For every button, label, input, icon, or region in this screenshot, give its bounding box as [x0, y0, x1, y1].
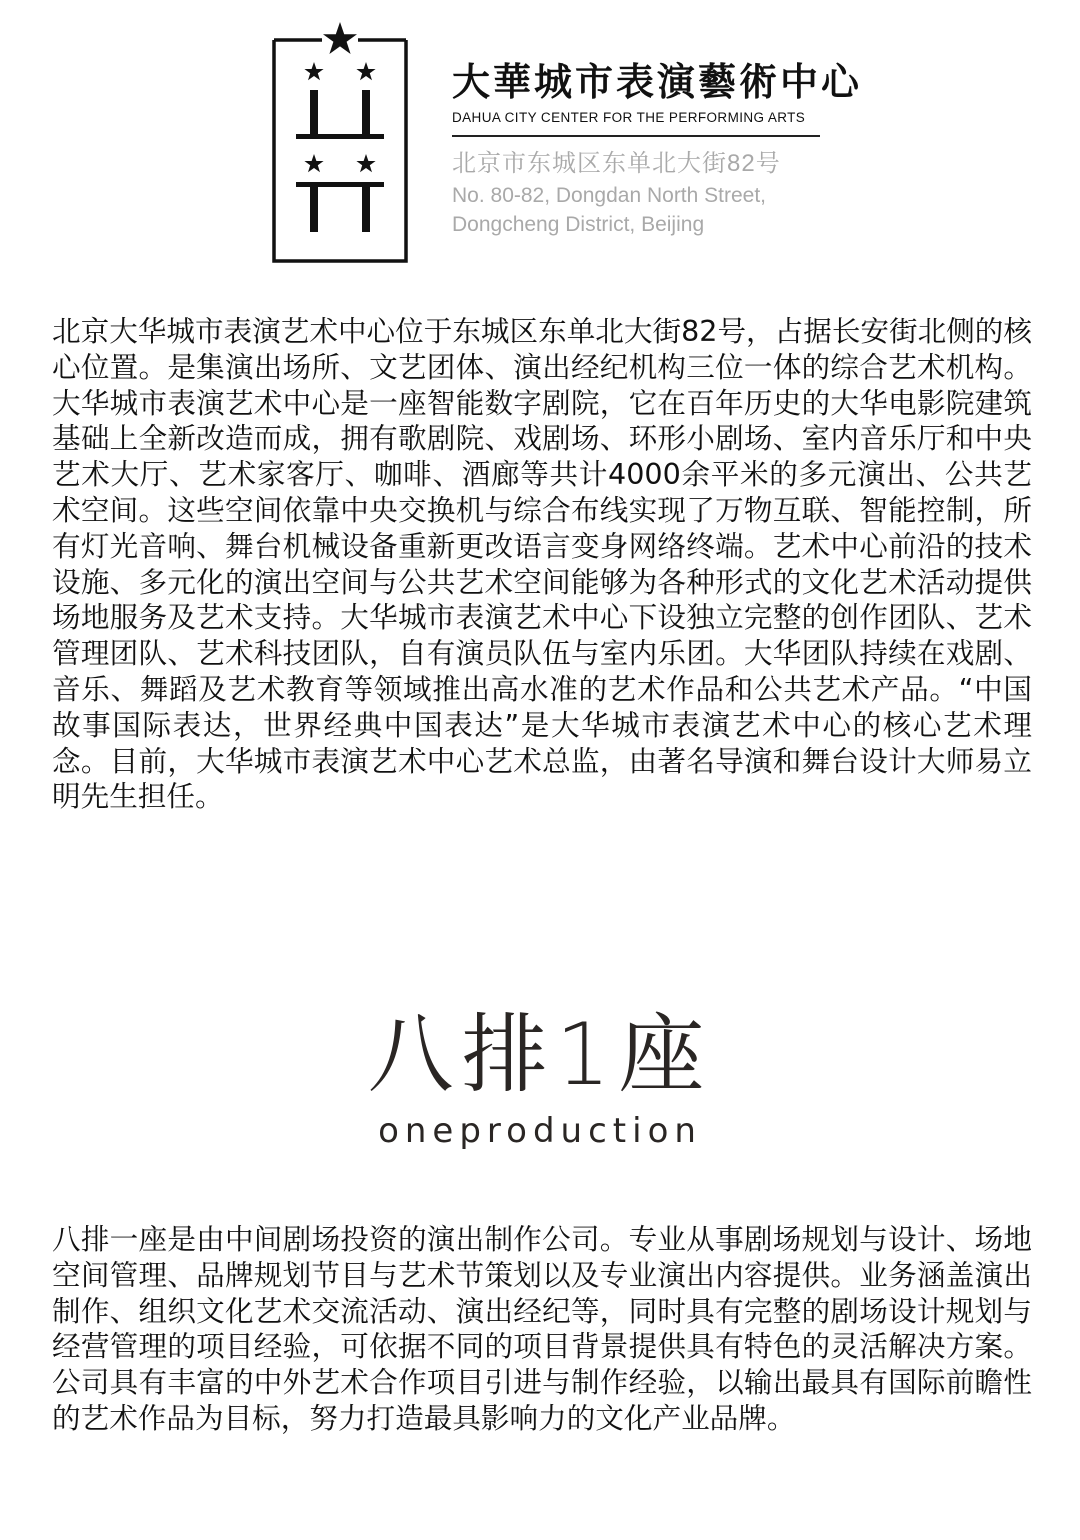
star-icon: [323, 22, 357, 54]
star-icon: [356, 154, 375, 172]
oneproduction-logo-cn: 八排1座: [367, 1005, 713, 1105]
oneproduction-logo-en: oneproduction: [378, 1111, 702, 1151]
dahua-name-en: DAHUA CITY CENTER FOR THE PERFORMING ARTS: [452, 110, 820, 137]
address-en-line2: Dongcheng District, Beijing: [452, 213, 705, 236]
dahua-description: 北京大华城市表演艺术中心位于东城区东单北大街82号，占据长安街北侧的核心位置。是集演出场所、文艺团体、演出经纪机构三位一体的综合艺术机构。大华城市表演艺术中心是一座智能数字剧院，它在百年历史的大华电影院建筑基础上全新改造而成，拥有歌剧院、戏剧场、环形小剧场、室内音乐厅和中央艺术大厅、艺术家客厅、咖啡、酒廊等共计4000余平米的多元演出、公共艺术空间。这些空间依靠中央交换机与综合布线实现了万物互联、智能控制，所有灯光音响、舞台机械设备重新更改语言变身网络终端。艺术中心前沿的技术设施、多元化的演出空间与公共艺术空间能够为各种形式的文化艺术活动提供场地服务及艺术支持。大华城市表演艺术中心下设独立完整的创作团队、艺术管理团队、艺术科技团队，自有演员队伍与室内乐团。大华团队持续在戏剧、音乐、舞蹈及艺术教育等领域推出高水准的艺术作品和公共艺术产品。“中国故事国际表达，世界经典中国表达”是大华城市表演艺术中心的核心艺术理念。目前，大华城市表演艺术中心艺术总监，由著名导演和舞台设计大师易立明先生担任。: [52, 314, 1032, 814]
star-icon: [304, 62, 323, 80]
oneproduction-logo: [340, 1005, 740, 1165]
address-en-line1: No. 80-82, Dongdan North Street,: [452, 184, 767, 207]
dahua-header: [272, 18, 872, 268]
oneproduction-description: 八排一座是由中间剧场投资的演出制作公司。专业从事剧场规划与设计、场地空间管理、品牌规划节目与艺术节策划以及专业演出内容提供。业务涵盖演出制作、组织文化艺术交流活动、演出经纪等，同时具有完整的剧场设计规划与经营管理的项目经验，可依据不同的项目背景提供具有特色的灵活解决方案。公司具有丰富的中外艺术合作项目引进与制作经验，以输出最具有国际前瞻性的艺术作品为目标，努力打造最具影响力的文化产业品牌。: [52, 1222, 1032, 1435]
address-cn: 北京市东城区东单北大街82号: [452, 150, 781, 177]
dahua-emblem-logo: [272, 18, 408, 263]
star-icon: [304, 154, 323, 172]
dahua-text-block: [452, 59, 863, 239]
dahua-address: [452, 147, 852, 239]
dahua-name-cn: 大華城市表演藝術中心: [452, 59, 863, 104]
star-icon: [356, 62, 375, 80]
